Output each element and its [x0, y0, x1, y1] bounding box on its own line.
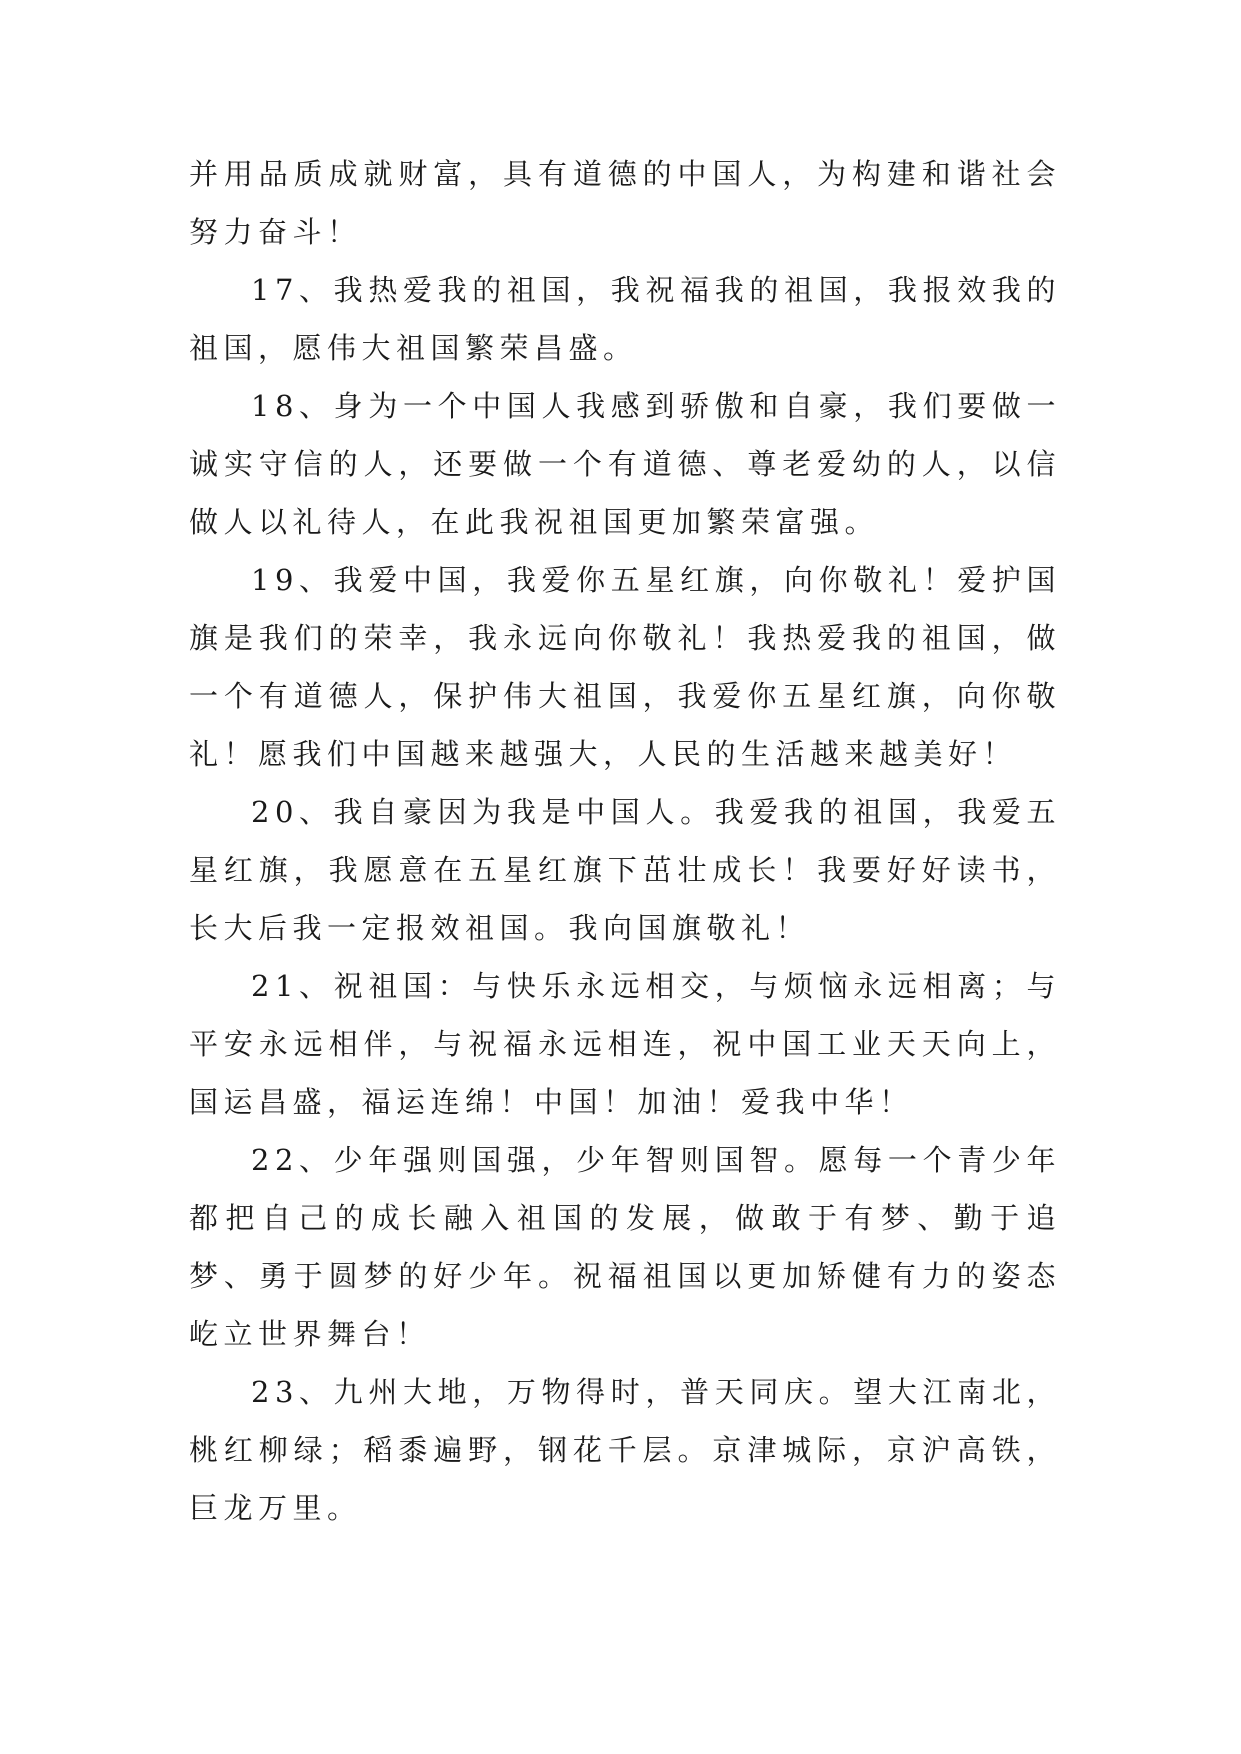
paragraph-18: 18、身为一个中国人我感到骄傲和自豪，我们要做一诚实守信的人，还要做一个有道德、尊老爱幼的人，以信做人以礼待人，在此我祝祖国更加繁荣富强。 [189, 389, 1061, 539]
paragraph-23: 23、九州大地，万物得时，普天同庆。望大江南北，桃红柳绿；稻黍遍野，钢花千层。京津城际，京沪高铁，巨龙万里。 [189, 1375, 1061, 1525]
paragraph-21: 21、祝祖国：与快乐永远相交，与烦恼永远相离；与平安永远相伴，与祝福永远相连，祝中国工业天天向上，国运昌盛，福运连绵！中国！加油！爱我中华！ [189, 969, 1061, 1119]
paragraph-22: 22、少年强则国强，少年智则国智。愿每一个青少年都把自己的成长融入祖国的发展，做敢于有梦、勤于追梦、勇于圆梦的好少年。祝福祖国以更加矫健有力的姿态屹立世界舞台！ [189, 1143, 1061, 1351]
paragraph-19: 19、我爱中国，我爱你五星红旗，向你敬礼！爱护国旗是我们的荣幸，我永远向你敬礼！我热爱我的祖国，做一个有道德人，保护伟大祖国，我爱你五星红旗，向你敬礼！愿我们中国越来越强大，人民的生活越来越美好！ [189, 563, 1061, 771]
paragraph-20: 20、我自豪因为我是中国人。我爱我的祖国，我爱五星红旗，我愿意在五星红旗下茁壮成长！我要好好读书，长大后我一定报效祖国。我向国旗敬礼！ [189, 795, 1061, 945]
paragraph-continuation: 并用品质成就财富，具有道德的中国人，为构建和谐社会努力奋斗！ [189, 157, 1061, 249]
paragraph-17: 17、我热爱我的祖国，我祝福我的祖国，我报效我的祖国，愿伟大祖国繁荣昌盛。 [189, 273, 1061, 365]
document-body [189, 145, 1061, 1537]
